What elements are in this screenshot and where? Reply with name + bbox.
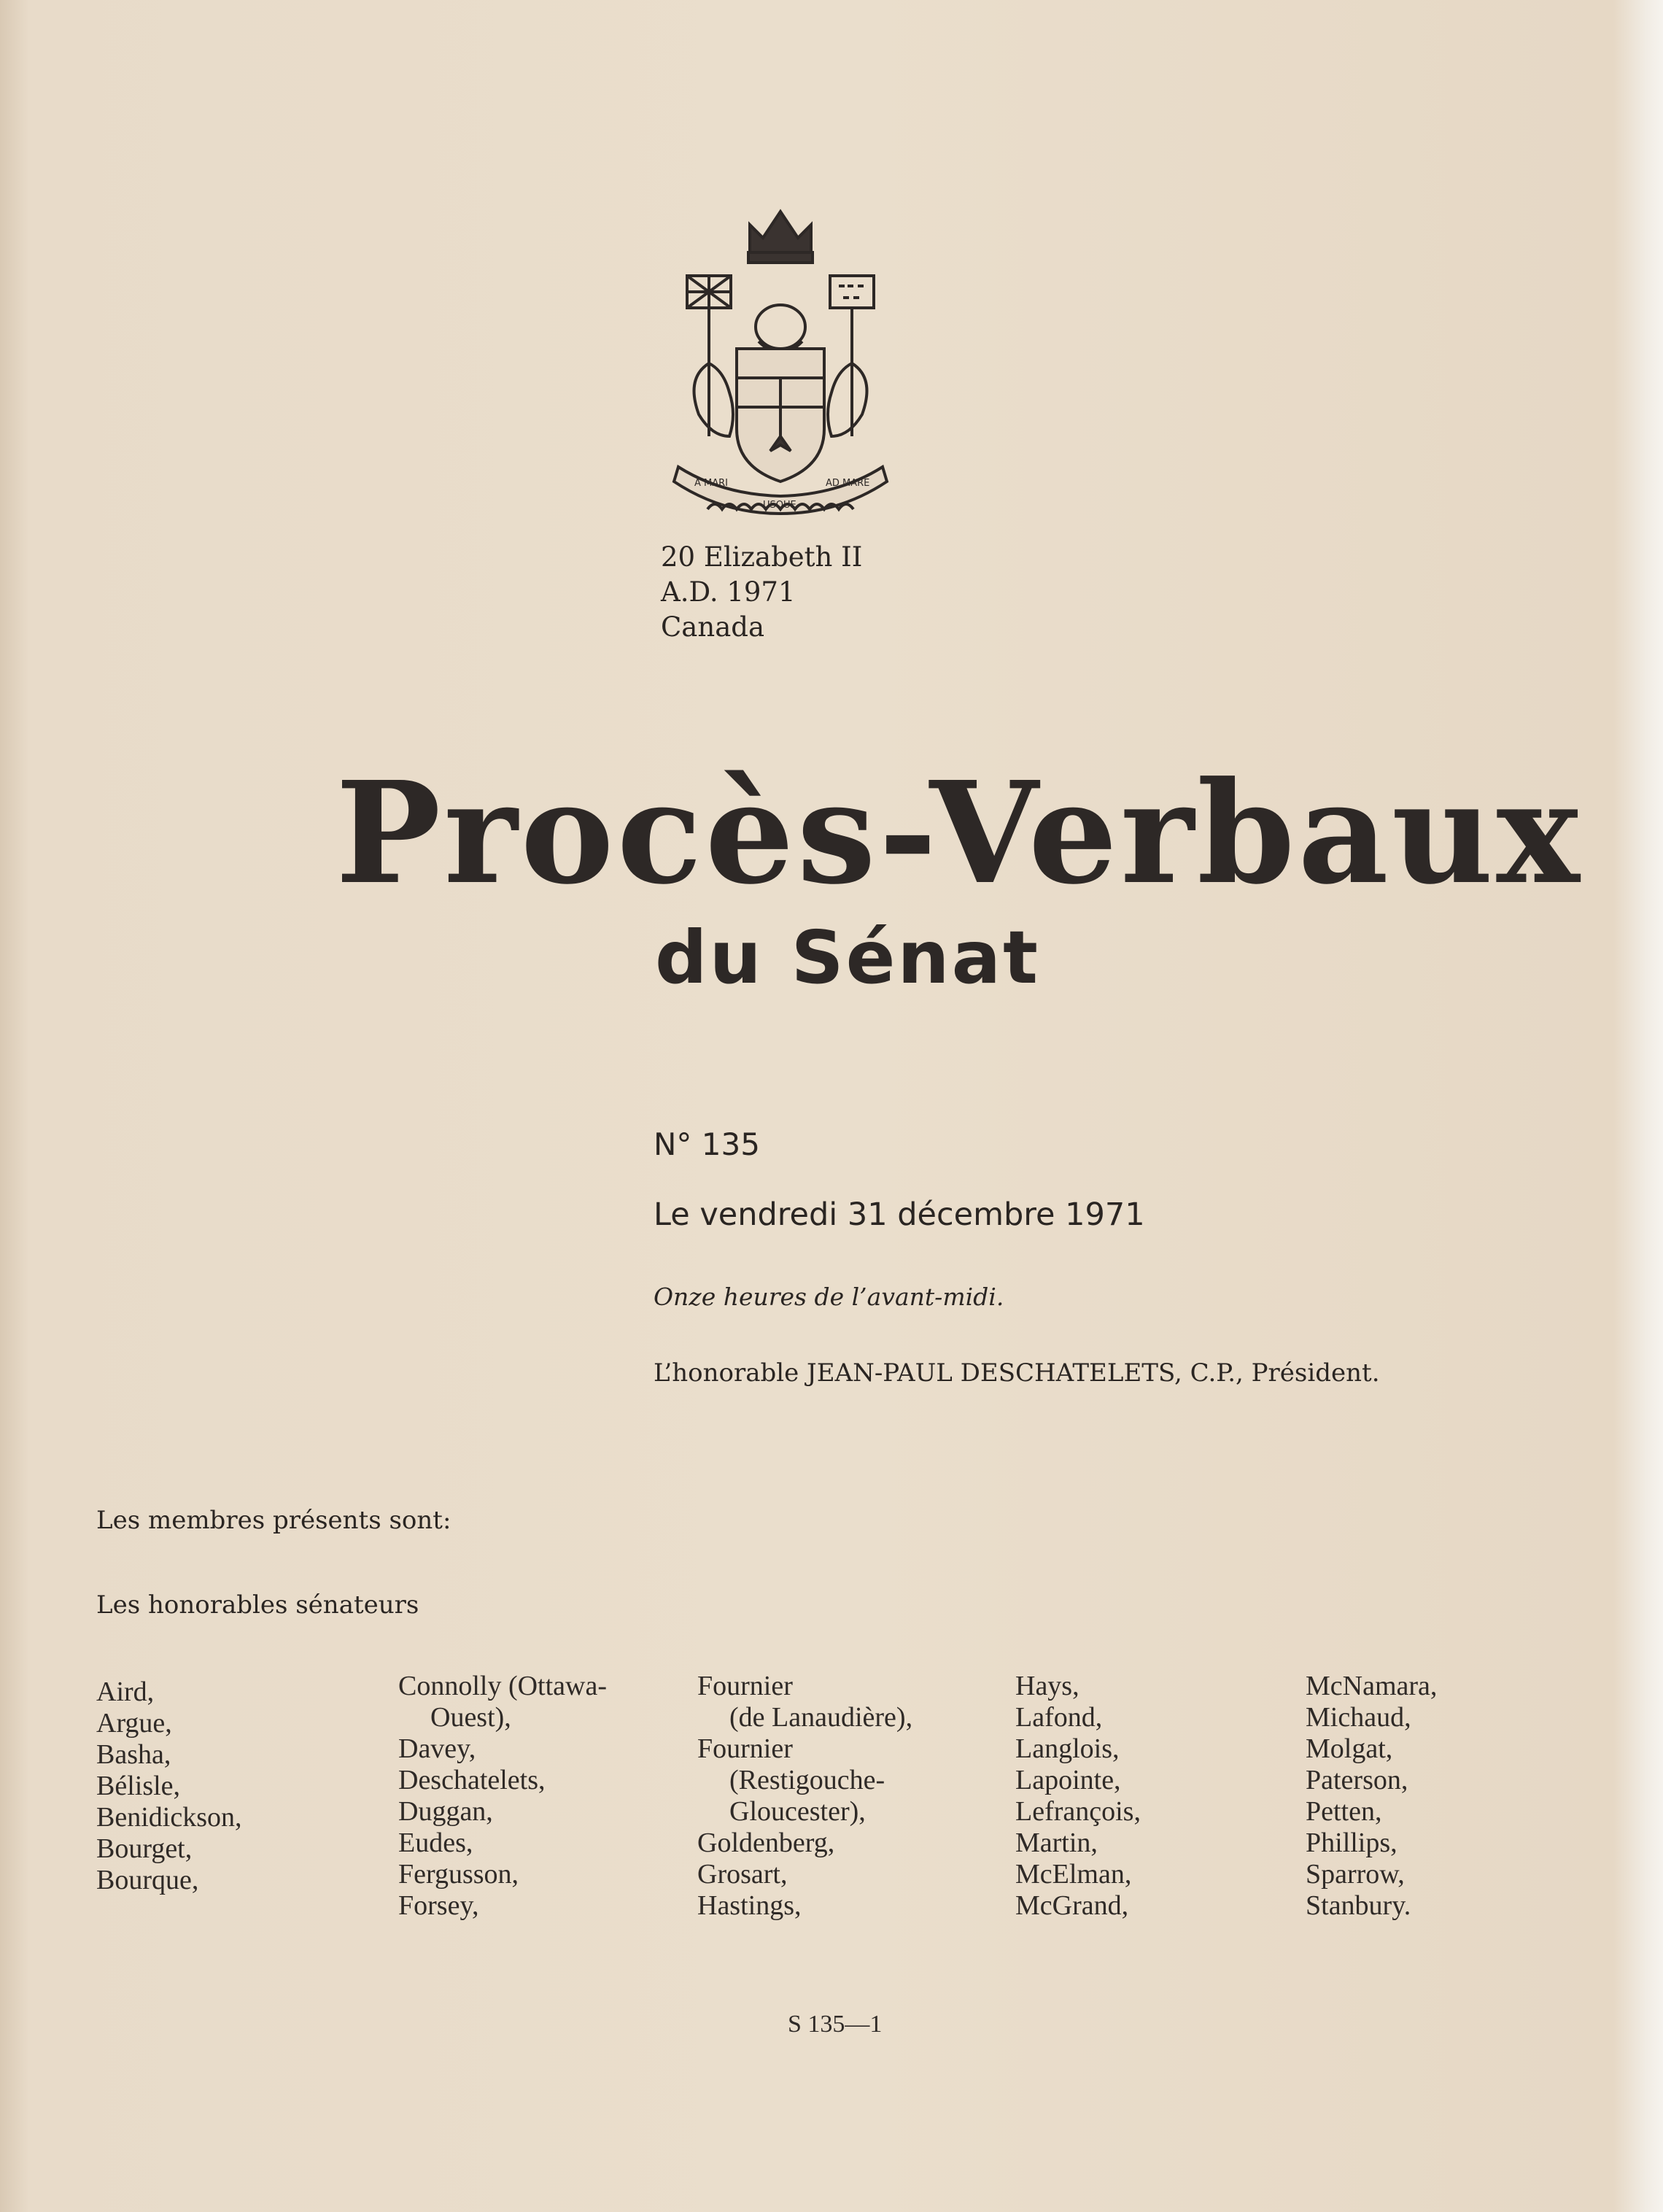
sitting-date: Le vendredi 31 décembre 1971 [654,1196,1145,1233]
senator-name: Stanbury. [1306,1890,1411,1921]
senator-name: Fournier [697,1671,793,1701]
presiding-officer: L’honorable JEAN-PAUL DESCHATELETS, C.P., Président. [654,1358,1380,1388]
senator-column-3 [697,1671,912,1922]
senator-name: Benidickson, [96,1802,242,1833]
motto-center: USQUE [763,500,796,511]
senator-name: McElman, [1015,1859,1132,1890]
members-title: Les honorables sénateurs [96,1590,419,1620]
senator-name: Sparrow, [1306,1859,1405,1890]
senator-column-5 [1306,1671,1437,1922]
senator-name: Grosart, [697,1859,788,1890]
senator-column-4 [1015,1671,1141,1922]
senator-name: Aird, [96,1677,155,1707]
regnal-year: 20 Elizabeth II [661,541,863,573]
motto-left: A MARI [694,478,729,489]
senator-name: Paterson, [1306,1765,1408,1795]
senator-column-2 [398,1671,607,1922]
senator-name-continued: Gloucester), [729,1796,866,1827]
motto-right: AD MARE [826,478,870,489]
senator-name-continued: (de Lanaudière), [729,1702,913,1733]
senator-name: Bourget, [96,1833,193,1864]
senator-name: Duggan, [398,1796,493,1827]
senator-name: Eudes, [398,1828,473,1858]
senator-name-continued: (Restigouche- [729,1765,885,1795]
senator-name-continued: Ouest), [430,1702,511,1733]
senator-name: McGrand, [1015,1890,1129,1921]
document-title: Procès-Verbaux [336,751,1583,916]
senator-name: McNamara, [1306,1671,1438,1701]
members-intro: Les membres présents sont: [96,1506,451,1535]
calendar-year: A.D. 1971 [661,576,796,608]
country: Canada [661,611,765,643]
senator-name: Molgat, [1306,1733,1393,1764]
sitting-time: Onze heures de l’avant-midi. [654,1283,1004,1311]
senator-name: Goldenberg, [697,1828,835,1858]
senator-name: Bélisle, [96,1771,181,1801]
senator-name: Deschatelets, [398,1765,546,1795]
senator-name: Phillips, [1306,1828,1398,1858]
senator-name: Connolly (Ottawa- [398,1671,608,1701]
regnal-block [661,540,862,645]
senator-name: Hays, [1015,1671,1079,1701]
senator-name: Michaud, [1306,1702,1411,1733]
senator-name: Martin, [1015,1828,1098,1858]
senator-name: Davey, [398,1733,476,1764]
senator-name: Hastings, [697,1890,802,1921]
coat-of-arms-icon [656,196,904,531]
senator-name: Forsey, [398,1890,479,1921]
issue-number: N° 135 [654,1126,760,1162]
senator-name: Basha, [96,1739,171,1770]
senator-name: Fergusson, [398,1859,519,1890]
page-reference: S 135—1 [788,2011,883,2038]
document-subtitle: du Sénat [655,915,1040,1000]
senator-name: Lafond, [1015,1702,1103,1733]
senator-name: Fournier [697,1733,793,1764]
senator-name: Bourque, [96,1865,199,1895]
senator-name: Lefrançois, [1015,1796,1141,1827]
senator-name: Langlois, [1015,1733,1120,1764]
senator-name: Argue, [96,1708,172,1739]
senator-name: Lapointe, [1015,1765,1121,1795]
senator-column-1 [96,1677,241,1896]
senator-name: Petten, [1306,1796,1382,1827]
